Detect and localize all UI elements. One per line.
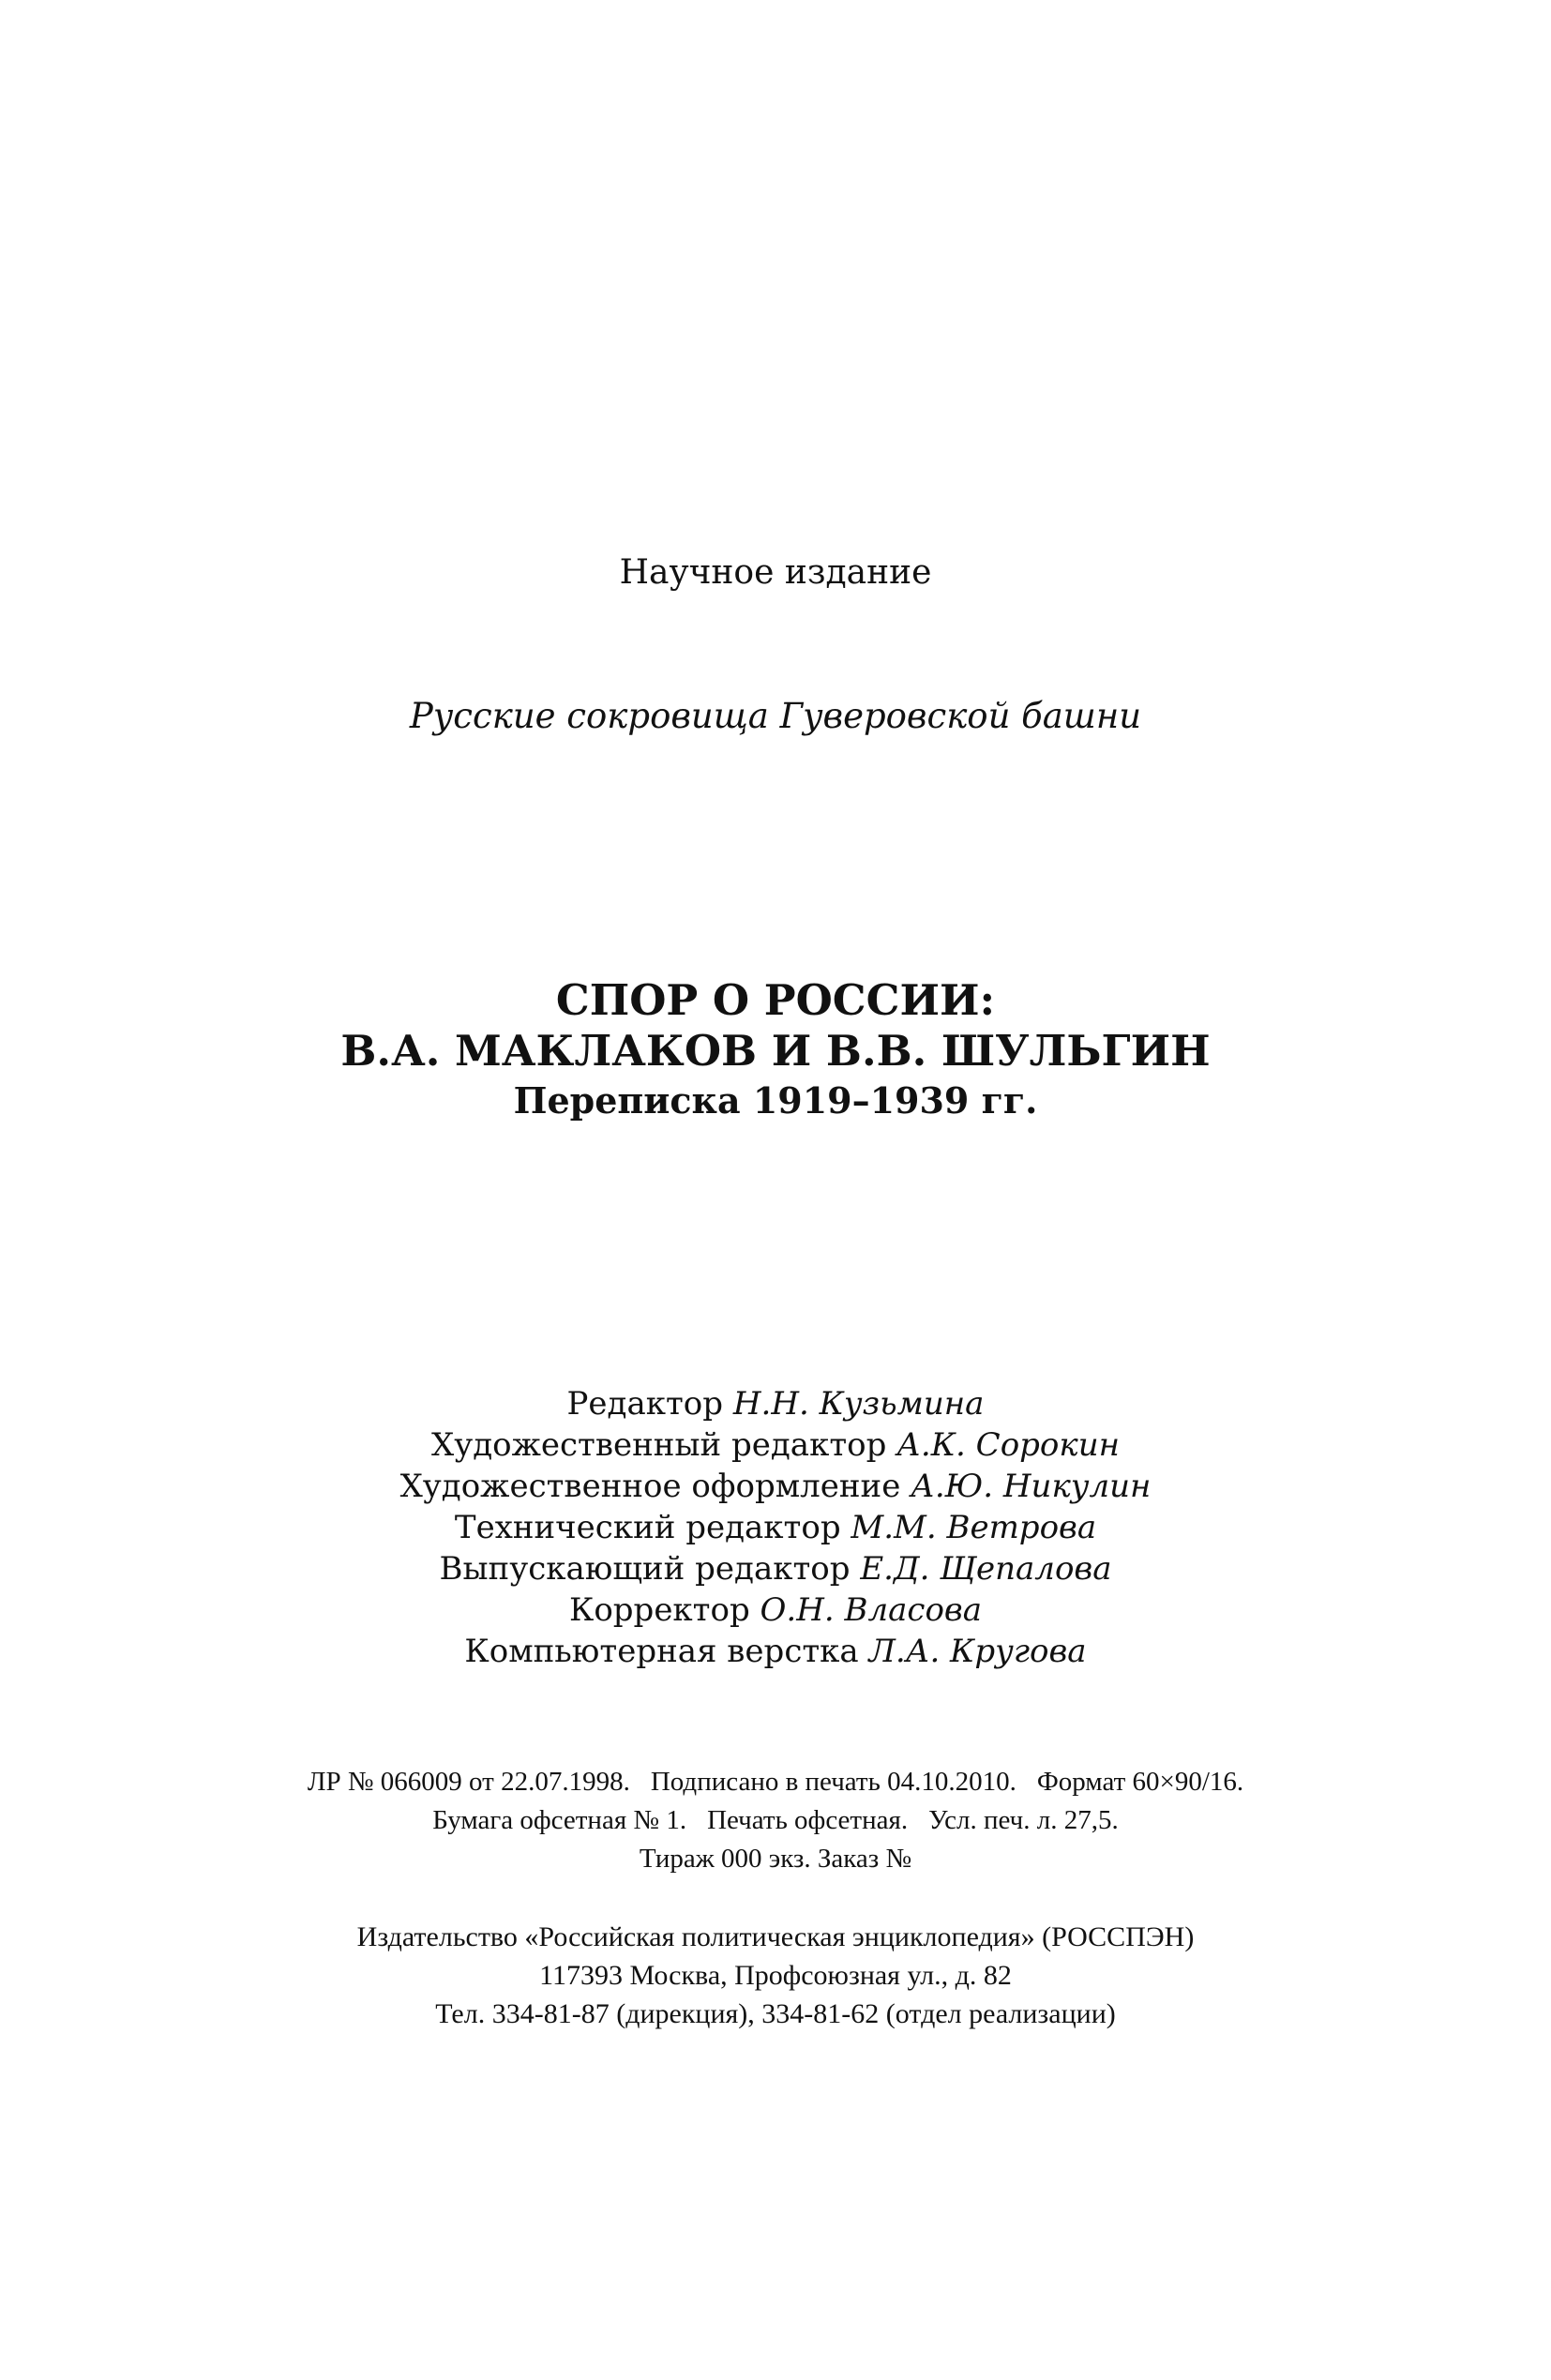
credit-role: Редактор <box>566 1385 724 1423</box>
publisher-address: 117393 Москва, Профсоюзная ул., д. 82 <box>539 1960 1012 1991</box>
imprint-line-1 <box>0 1763 1551 1801</box>
credit-name: О.Н. Власова <box>760 1591 982 1629</box>
credit-name: Л.А. Кругова <box>868 1633 1087 1670</box>
credit-role: Художественный редактор <box>431 1426 887 1464</box>
imprint <box>0 1763 1551 1878</box>
publisher-name: Издательство «Российская политическая энциклопедия» (РОССПЭН) <box>356 1921 1195 1952</box>
publisher <box>0 1918 1551 2033</box>
credit-role: Корректор <box>569 1591 750 1629</box>
credit-name: Н.Н. Кузьмина <box>732 1385 985 1423</box>
paper: Бумага офсетная № 1. <box>432 1805 687 1835</box>
credit-proofreader <box>0 1589 1551 1631</box>
book-title <box>0 975 1551 1125</box>
sheets: Усл. печ. л. 27,5. <box>928 1805 1119 1835</box>
credit-role: Выпускающий редактор <box>439 1550 851 1588</box>
credit-role: Компьютерная верстка <box>464 1633 859 1670</box>
credit-name: Е.Д. Щепалова <box>860 1550 1112 1588</box>
format: Формат 60×90/16. <box>1036 1767 1244 1797</box>
publisher-phones: Тел. 334-81-87 (дирекция), 334-81-62 (отдел реализации) <box>435 1998 1116 2029</box>
credit-tech-editor <box>0 1507 1551 1548</box>
title-line-2: В.А. МАКЛАКОВ И В.В. ШУЛЬГИН <box>340 1026 1211 1076</box>
signed-date: Подписано в печать 04.10.2010. <box>650 1767 1016 1797</box>
credit-art-design <box>0 1466 1551 1507</box>
credit-role: Технический редактор <box>454 1509 841 1546</box>
credit-art-editor <box>0 1424 1551 1466</box>
credit-name: А.К. Сорокин <box>896 1426 1120 1464</box>
credit-name: А.Ю. Никулин <box>911 1468 1152 1505</box>
credit-role: Художественное оформление <box>399 1468 901 1505</box>
edition-type: Научное издание <box>619 553 932 592</box>
subtitle: Переписка 1919–1939 гг. <box>513 1079 1038 1122</box>
credits <box>0 1383 1551 1672</box>
credit-name: М.М. Ветрова <box>851 1509 1097 1546</box>
credit-layout <box>0 1631 1551 1672</box>
printing: Печать офсетная. <box>707 1805 909 1835</box>
series-title: Русские сокровища Гуверовской башни <box>409 696 1142 736</box>
title-line-1: СПОР О РОССИИ: <box>555 975 996 1025</box>
license-number: ЛР № 066009 от 22.07.1998. <box>307 1767 630 1797</box>
imprint-line-2 <box>0 1801 1551 1840</box>
credit-editor <box>0 1383 1551 1424</box>
print-run: Тираж 000 экз. Заказ № <box>639 1844 912 1874</box>
credit-managing-editor <box>0 1548 1551 1589</box>
